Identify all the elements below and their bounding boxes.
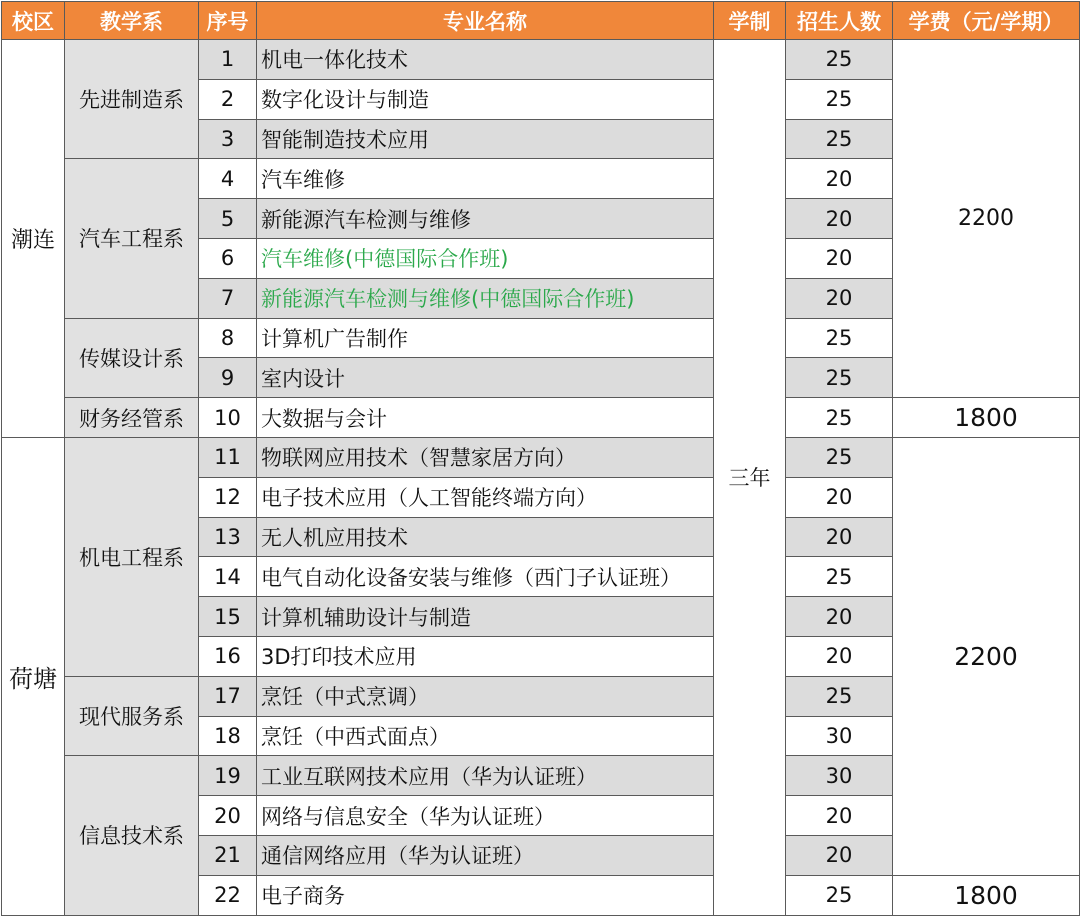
enrollment-count: 20 [786,636,893,676]
major-name: 3D打印技术应用 [257,636,714,676]
row-number: 18 [199,716,257,756]
row-number: 8 [199,318,257,358]
enrollment-count: 20 [786,796,893,836]
row-number: 2 [199,79,257,119]
header-major: 专业名称 [257,2,714,40]
row-number: 21 [199,835,257,875]
major-name: 数字化设计与制造 [257,79,714,119]
major-name: 工业互联网技术应用（华为认证班） [257,756,714,796]
row-number: 20 [199,796,257,836]
row-number: 14 [199,557,257,597]
header-years: 学制 [714,2,786,40]
header-no: 序号 [199,2,257,40]
enrollment-table [1,1,1080,916]
row-number: 15 [199,597,257,637]
fee-cell: 2200 [893,40,1080,398]
row-number: 6 [199,238,257,278]
major-name: 大数据与会计 [257,398,714,438]
years-cell: 三年 [714,40,786,916]
campus-cell: 荷塘 [2,437,65,915]
enrollment-count: 25 [786,79,893,119]
enrollment-count: 20 [786,597,893,637]
department-cell: 现代服务系 [65,676,199,756]
major-name: 无人机应用技术 [257,517,714,557]
fee-cell: 2200 [893,437,1080,875]
enrollment-count: 30 [786,716,893,756]
major-name: 物联网应用技术（智慧家居方向） [257,437,714,477]
enrollment-count: 25 [786,398,893,438]
major-name: 计算机广告制作 [257,318,714,358]
row-number: 3 [199,119,257,159]
row-number: 16 [199,636,257,676]
major-name: 机电一体化技术 [257,40,714,80]
major-name: 烹饪（中西式面点） [257,716,714,756]
row-number: 19 [199,756,257,796]
enrollment-count: 25 [786,358,893,398]
table-row [2,437,1080,477]
department-cell: 信息技术系 [65,756,199,915]
campus-cell: 潮连 [2,40,65,438]
major-name: 电子商务 [257,875,714,915]
major-name: 电气自动化设备安装与维修（西门子认证班） [257,557,714,597]
enrollment-count: 25 [786,557,893,597]
enrollment-count: 25 [786,318,893,358]
enrollment-count: 20 [786,238,893,278]
fee-cell: 1800 [893,398,1080,438]
header-enrollment: 招生人数 [786,2,893,40]
department-cell: 先进制造系 [65,40,199,159]
row-number: 5 [199,199,257,239]
table-row [2,398,1080,438]
row-number: 10 [199,398,257,438]
major-name: 烹饪（中式烹调） [257,676,714,716]
row-number: 12 [199,477,257,517]
row-number: 11 [199,437,257,477]
major-name: 计算机辅助设计与制造 [257,597,714,637]
enrollment-count: 25 [786,40,893,80]
row-number: 13 [199,517,257,557]
department-cell: 汽车工程系 [65,159,199,318]
major-name: 新能源汽车检测与维修 [257,199,714,239]
department-cell: 财务经管系 [65,398,199,438]
row-number: 4 [199,159,257,199]
enrollment-count: 20 [786,517,893,557]
major-name: 汽车维修 [257,159,714,199]
major-name: 智能制造技术应用 [257,119,714,159]
header-campus: 校区 [2,2,65,40]
row-number: 17 [199,676,257,716]
enrollment-count: 20 [786,477,893,517]
enrollment-count: 25 [786,437,893,477]
major-name: 汽车维修(中德国际合作班) [257,238,714,278]
row-number: 7 [199,278,257,318]
major-name: 网络与信息安全（华为认证班） [257,796,714,836]
row-number: 9 [199,358,257,398]
row-number: 22 [199,875,257,915]
header-row [2,2,1080,40]
table-row [2,40,1080,80]
enrollment-count: 20 [786,199,893,239]
fee-cell: 1800 [893,875,1080,915]
header-department: 教学系 [65,2,199,40]
enrollment-count: 20 [786,278,893,318]
major-name: 新能源汽车检测与维修(中德国际合作班) [257,278,714,318]
major-name: 室内设计 [257,358,714,398]
enrollment-count: 25 [786,676,893,716]
enrollment-count: 25 [786,119,893,159]
header-fee: 学费（元/学期） [893,2,1080,40]
department-cell: 机电工程系 [65,437,199,676]
enrollment-count: 20 [786,835,893,875]
row-number: 1 [199,40,257,80]
enrollment-count: 30 [786,756,893,796]
major-name: 电子技术应用（人工智能终端方向） [257,477,714,517]
major-name: 通信网络应用（华为认证班） [257,835,714,875]
enrollment-count: 25 [786,875,893,915]
department-cell: 传媒设计系 [65,318,199,398]
enrollment-count: 20 [786,159,893,199]
